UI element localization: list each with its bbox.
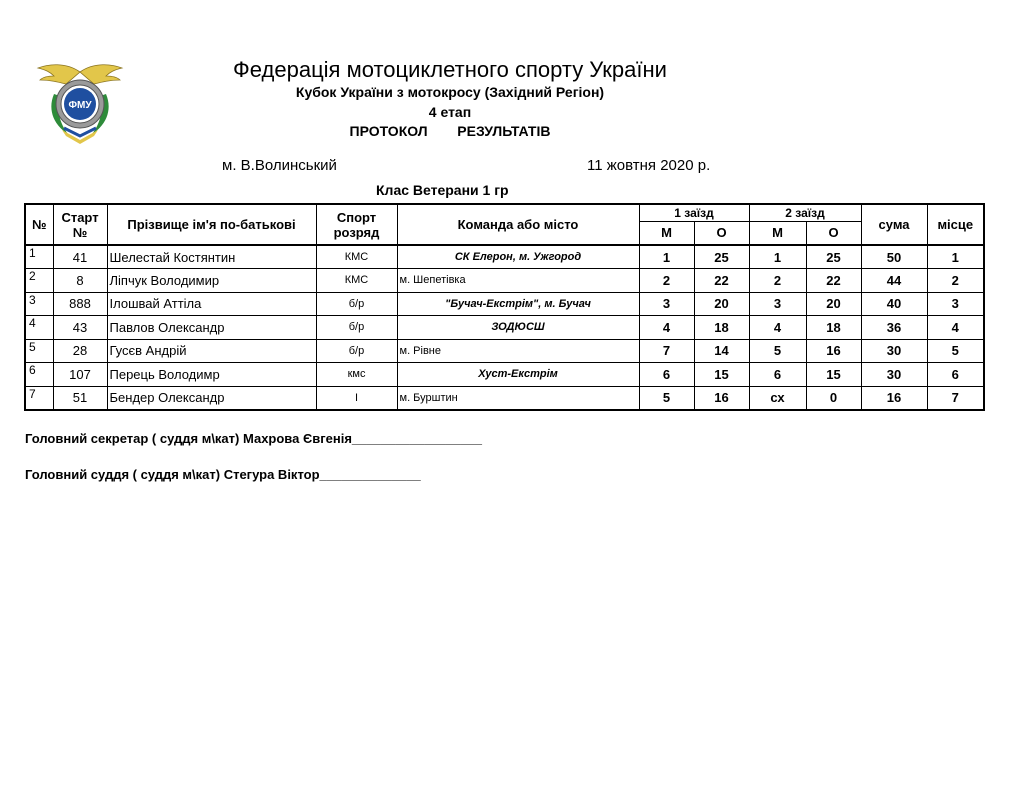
row-rank: КМС [316, 269, 397, 293]
row-place: 6 [927, 363, 984, 387]
row-num: 7 [25, 386, 53, 410]
header-m1: М [639, 221, 694, 245]
row-start: 51 [53, 386, 107, 410]
row-team: "Бучач-Екстрім", м. Бучач [397, 292, 639, 316]
header-race2: 2 заїзд [749, 204, 861, 221]
row-start: 28 [53, 339, 107, 363]
header-rank-line2: розряд [333, 224, 380, 240]
header-team: Команда або місто [397, 204, 639, 245]
row-o1: 18 [694, 316, 749, 340]
row-place: 3 [927, 292, 984, 316]
secretary-signature: Головний секретар ( суддя м\кат) Махрова Євгенія__________________ [25, 431, 483, 446]
class-title: Клас Ветерани 1 гр [376, 182, 509, 198]
header-rank-line1: Спорт [336, 209, 377, 225]
header-sum: сума [861, 204, 927, 245]
row-start: 41 [53, 245, 107, 269]
event-date: 11 жовтня 2020 р. [587, 157, 711, 174]
row-m1: 2 [639, 269, 694, 293]
header-rank [316, 204, 397, 245]
row-place: 4 [927, 316, 984, 340]
header-start-line2: № [72, 224, 88, 240]
table-row [25, 363, 984, 387]
row-m2: 4 [749, 316, 806, 340]
header-o1: О [694, 221, 749, 245]
row-num: 6 [25, 363, 53, 387]
cup-title: Кубок України з мотокросу (Західний Регіон) [295, 84, 605, 100]
row-rank: кмс [316, 363, 397, 387]
row-m2: сх [749, 386, 806, 410]
protocol-title: ПРОТОКОЛ РЕЗУЛЬТАТІВ [349, 123, 551, 139]
row-sum: 30 [861, 363, 927, 387]
row-rank: б/р [316, 339, 397, 363]
row-m1: 1 [639, 245, 694, 269]
row-o2: 25 [806, 245, 861, 269]
row-team: ЗОДЮСШ [397, 316, 639, 340]
logo-text: ФМУ [68, 100, 92, 111]
row-name: Бендер Олександр [107, 386, 316, 410]
federation-title: Федерація мотоциклетного спорту України [233, 57, 667, 82]
row-rank: б/р [316, 292, 397, 316]
row-o1: 20 [694, 292, 749, 316]
row-name: Павлов Олександр [107, 316, 316, 340]
row-m1: 4 [639, 316, 694, 340]
table-row [25, 386, 984, 410]
row-num: 2 [25, 269, 53, 293]
event-city: м. В.Волинський [222, 157, 337, 174]
header-name: Прізвище ім'я по-батькові [107, 204, 316, 245]
row-start: 107 [53, 363, 107, 387]
row-m2: 6 [749, 363, 806, 387]
row-sum: 30 [861, 339, 927, 363]
row-o2: 16 [806, 339, 861, 363]
stage-title: 4 етап [428, 104, 472, 120]
row-m1: 5 [639, 386, 694, 410]
header-place: місце [927, 204, 984, 245]
table-row [25, 339, 984, 363]
row-o1: 16 [694, 386, 749, 410]
results-table [24, 203, 985, 411]
row-team: м. Бурштин [397, 386, 639, 410]
row-m2: 2 [749, 269, 806, 293]
row-team: м. Шепетівка [397, 269, 639, 293]
row-name: Ліпчук Володимир [107, 269, 316, 293]
row-num: 4 [25, 316, 53, 340]
header-m2: М [749, 221, 806, 245]
row-place: 2 [927, 269, 984, 293]
row-o1: 15 [694, 363, 749, 387]
row-o2: 15 [806, 363, 861, 387]
row-o2: 20 [806, 292, 861, 316]
row-rank: І [316, 386, 397, 410]
table-row [25, 269, 984, 293]
row-name: Перець Володимр [107, 363, 316, 387]
row-name: Ілошвай Аттіла [107, 292, 316, 316]
row-m1: 3 [639, 292, 694, 316]
row-num: 5 [25, 339, 53, 363]
row-sum: 16 [861, 386, 927, 410]
row-sum: 36 [861, 316, 927, 340]
row-m2: 5 [749, 339, 806, 363]
header-race1: 1 заїзд [639, 204, 749, 221]
header-start [53, 204, 107, 245]
table-row [25, 292, 984, 316]
row-place: 1 [927, 245, 984, 269]
header-o2: О [806, 221, 861, 245]
table-row [25, 245, 984, 269]
row-team: м. Рівне [397, 339, 639, 363]
row-o2: 22 [806, 269, 861, 293]
row-place: 5 [927, 339, 984, 363]
row-m2: 3 [749, 292, 806, 316]
row-sum: 40 [861, 292, 927, 316]
row-place: 7 [927, 386, 984, 410]
row-o2: 0 [806, 386, 861, 410]
row-o1: 22 [694, 269, 749, 293]
table-row [25, 316, 984, 340]
row-num: 3 [25, 292, 53, 316]
row-rank: б/р [316, 316, 397, 340]
row-sum: 50 [861, 245, 927, 269]
row-m1: 6 [639, 363, 694, 387]
federation-logo [36, 58, 124, 144]
row-start: 888 [53, 292, 107, 316]
row-o2: 18 [806, 316, 861, 340]
row-team: Хуст-Екстрім [397, 363, 639, 387]
judge-signature: Головний суддя ( суддя м\кат) Стегура Віктор______________ [25, 467, 421, 482]
row-start: 8 [53, 269, 107, 293]
row-m1: 7 [639, 339, 694, 363]
row-sum: 44 [861, 269, 927, 293]
row-start: 43 [53, 316, 107, 340]
row-num: 1 [25, 245, 53, 269]
header-start-line1: Старт [61, 209, 99, 225]
row-rank: КМС [316, 245, 397, 269]
row-m2: 1 [749, 245, 806, 269]
row-o1: 14 [694, 339, 749, 363]
row-o1: 25 [694, 245, 749, 269]
header-num: № [25, 204, 53, 245]
row-name: Гусєв Андрій [107, 339, 316, 363]
row-team: СК Елерон, м. Ужгород [397, 245, 639, 269]
row-name: Шелестай Костянтин [107, 245, 316, 269]
